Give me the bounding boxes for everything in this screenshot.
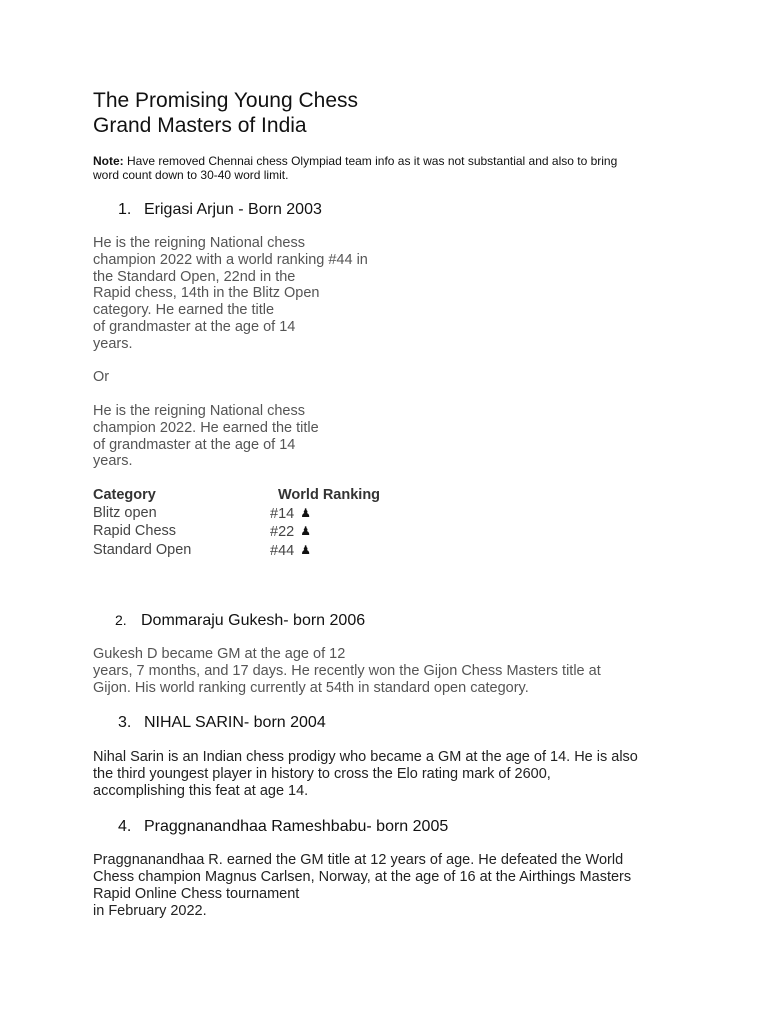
section-number: 4. — [118, 818, 132, 835]
rank-value: #44 — [270, 543, 295, 559]
or-separator: Or — [93, 369, 110, 385]
title-line-2: Grand Masters of India — [93, 114, 307, 137]
section-2-heading — [115, 610, 365, 631]
editor-note — [93, 154, 617, 182]
note-text-line-2: word count down to 30-40 word limit. — [93, 168, 289, 182]
section-3-heading — [118, 713, 326, 733]
section-1-paragraph-1 — [93, 235, 368, 353]
section-1-paragraph-2 — [93, 403, 319, 470]
text-line: years. — [93, 335, 133, 352]
table-header-world-ranking: World Ranking — [278, 487, 381, 503]
text-line: of grandmaster at the age of 14 — [93, 436, 296, 453]
section-4-paragraph — [93, 852, 631, 920]
text-line: in February 2022. — [93, 903, 207, 919]
text-line: champion 2022 with a world ranking #44 in — [93, 251, 368, 268]
text-line: Rapid Online Chess tournament — [93, 886, 300, 902]
chess-pawn-icon: ♟ — [300, 506, 311, 520]
text-line: years, 7 months, and 17 days. He recently won the Gijon Chess Masters title at — [93, 662, 601, 679]
text-line: He is the reigning National chess — [93, 235, 305, 251]
text-line: Gijon. His world ranking currently at 54th in standard open category. — [93, 679, 529, 696]
section-title: NIHAL SARIN- born 2004 — [144, 714, 326, 731]
table-cell-category: Blitz open — [93, 505, 157, 521]
title-line-1: The Promising Young Chess — [93, 89, 358, 112]
text-line: Rapid chess, 14th in the Blitz Open — [93, 285, 320, 302]
chess-pawn-icon: ♟ — [300, 543, 311, 557]
section-2-paragraph — [93, 646, 601, 696]
table-header-category: Category — [93, 487, 156, 503]
text-line: Nihal Sarin is an Indian chess prodigy who became a GM at the age of 14. He is also — [93, 749, 638, 765]
text-line: the Standard Open, 22nd in the — [93, 268, 296, 285]
table-cell-rank — [270, 542, 311, 560]
rank-value: #22 — [270, 524, 295, 540]
rank-value: #14 — [270, 506, 295, 522]
chess-pawn-icon: ♟ — [300, 524, 311, 538]
table-cell-category: Rapid Chess — [93, 523, 177, 539]
section-3-paragraph — [93, 749, 638, 800]
table-cell-rank — [270, 523, 311, 541]
note-label: Note: — [93, 154, 124, 168]
table-cell-rank — [270, 505, 311, 523]
section-title: Praggnanandhaa Rameshbabu- born 2005 — [144, 818, 449, 835]
text-line: He is the reigning National chess — [93, 403, 305, 419]
note-text-line-1: Have removed Chennai chess Olympiad team info as it was not substantial and also to bring — [123, 154, 618, 168]
text-line: Gukesh D became GM at the age of 12 — [93, 646, 346, 662]
section-1-heading — [118, 200, 322, 220]
table-cell-category: Standard Open — [93, 542, 192, 558]
section-title: Erigasi Arjun - Born 2003 — [144, 201, 322, 218]
text-line: Chess champion Magnus Carlsen, Norway, at the age of 16 at the Airthings Masters — [93, 869, 632, 885]
text-line: Praggnanandhaa R. earned the GM title at 12 years of age. He defeated the World — [93, 852, 624, 868]
section-number: 2. — [115, 612, 127, 628]
section-4-heading — [118, 817, 448, 837]
section-number: 3. — [118, 714, 132, 731]
text-line: of grandmaster at the age of 14 — [93, 318, 296, 335]
text-line: years. — [93, 453, 133, 470]
text-line: category. He earned the title — [93, 302, 275, 319]
section-number: 1. — [118, 201, 132, 218]
text-line: champion 2022. He earned the title — [93, 419, 319, 436]
section-title: Dommaraju Gukesh- born 2006 — [141, 612, 366, 629]
text-line: the third youngest player in history to cross the Elo rating mark of 2600, — [93, 766, 551, 782]
page-title — [93, 88, 358, 138]
text-line: accomplishing this feat at age 14. — [93, 783, 309, 799]
